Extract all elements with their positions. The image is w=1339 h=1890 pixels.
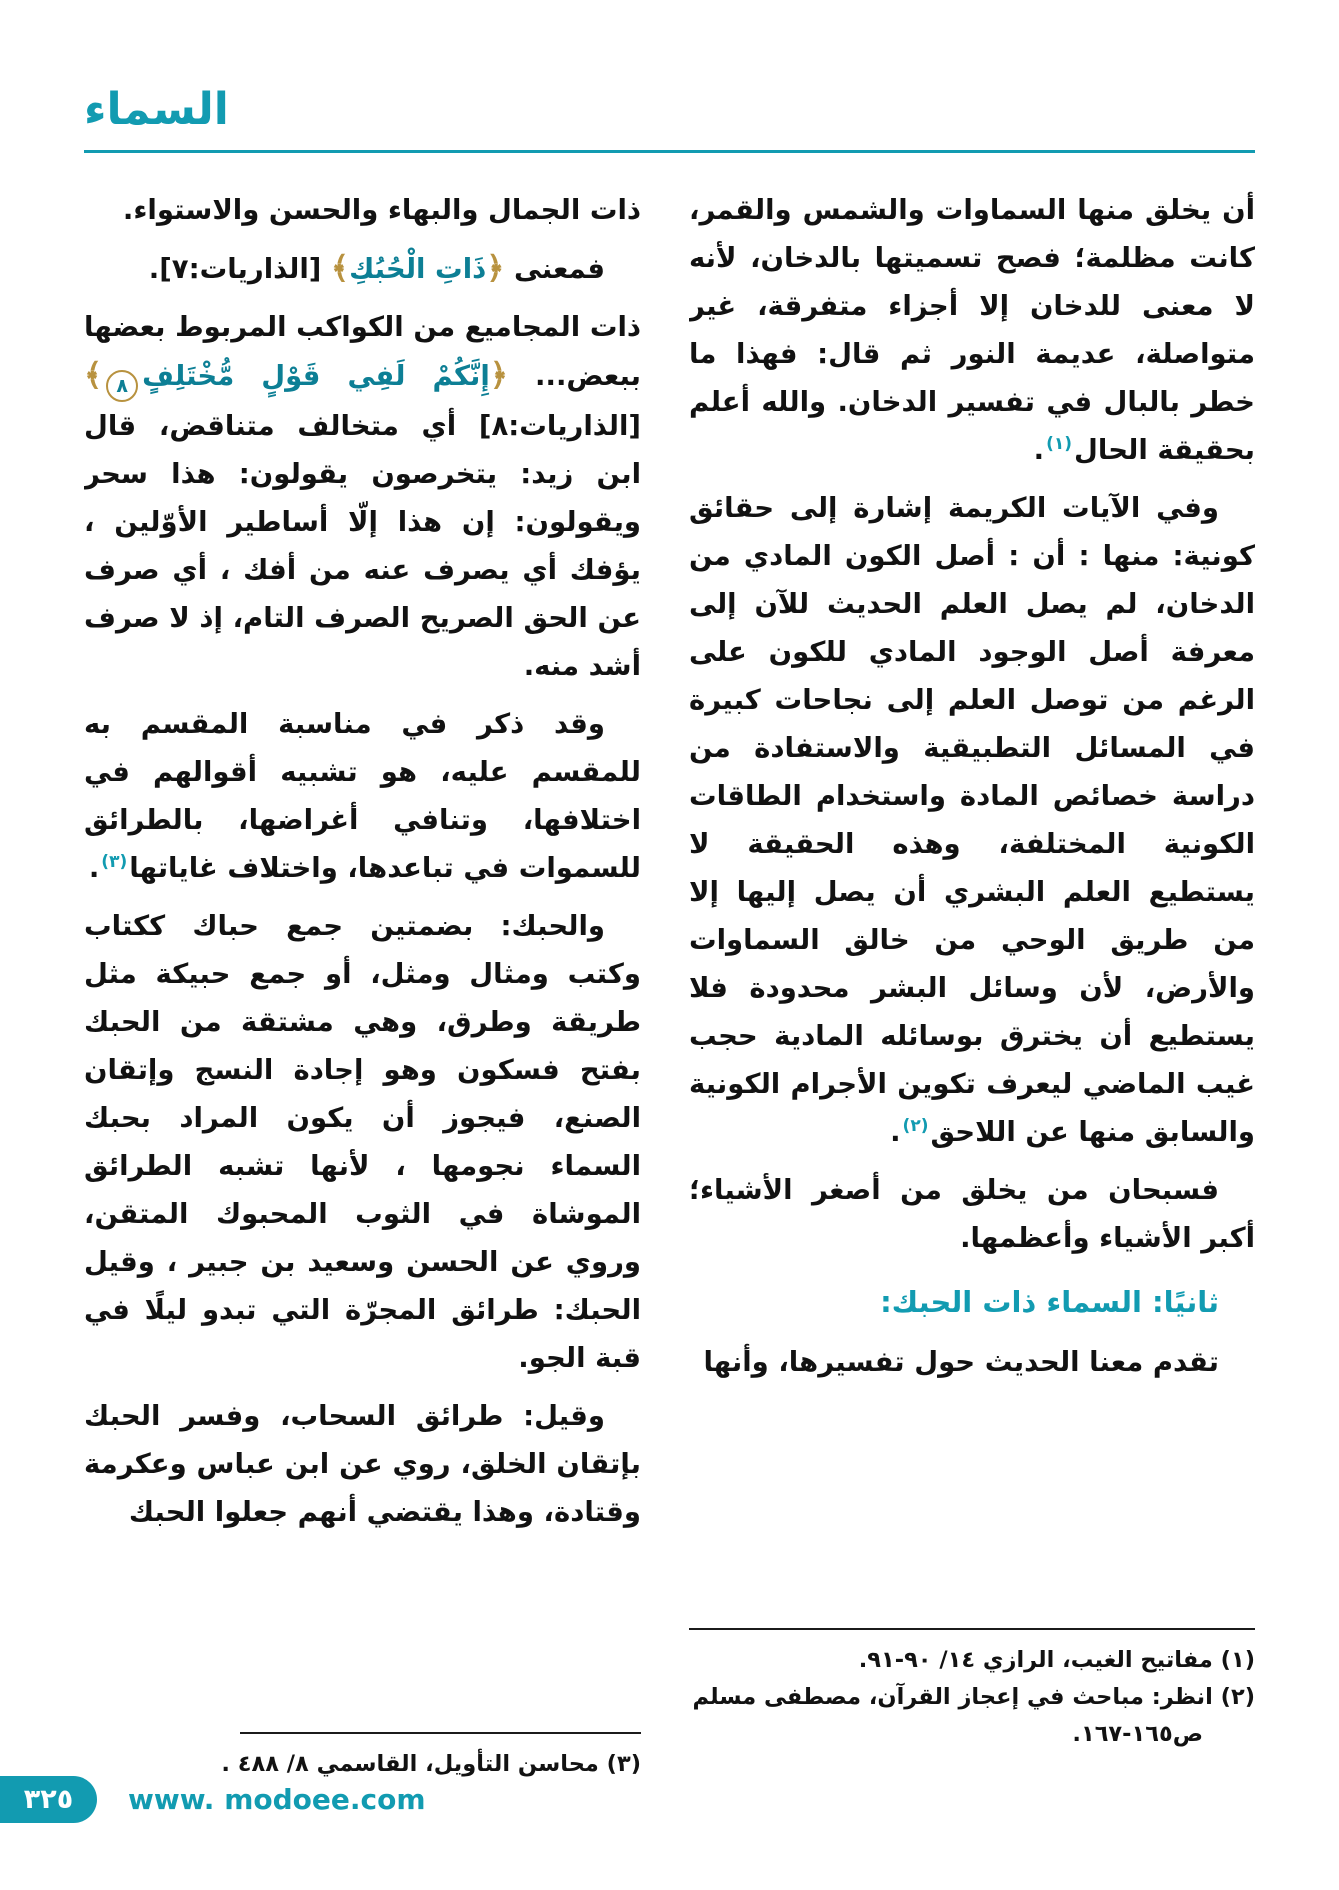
left-column [84,186,641,1730]
footnote-marker-2: (٢) [902,1115,929,1136]
quran-verse: ذَاتِ الْحُبُكِ [349,253,487,285]
paragraph-text: . [88,852,100,884]
paragraph [689,1166,1255,1262]
chapter-title: السماء [84,84,229,135]
ayah-number-badge: ٨ [106,370,138,402]
footnote-marker-3: (٣) [101,851,128,872]
verse-reference: [الذاريات:٧]. [148,253,331,285]
paragraph [84,186,641,234]
verse-close-ornament: ﴾ [84,357,103,393]
section-heading: ثانيًا: السماء ذات الحبك: [880,1285,1219,1319]
footnote-item: (٣) محاسن التأويل، القاسمي ٨/ ٤٨٨ . [221,1751,641,1777]
paragraph-text: ذات الجمال والبهاء والحسن والاستواء. [122,194,641,226]
paragraph [689,484,1255,1156]
website-text: www. modoee.com [128,1783,426,1816]
paragraph-text: ذات المجاميع من الكواكب المربوط بعضها ببعض... [84,311,641,392]
paragraph [84,700,641,892]
paragraph [84,244,641,293]
paragraph-text: وقيل: طرائق السحاب، وفسر الحبك بإتقان الخلق، روي عن ابن عباس وعكرمة وقتادة، وهذا يقتضي أنهم جعلوا الحبك [84,1400,641,1528]
paragraph [689,186,1255,474]
quran-verse: إِنَّكُمْ لَفِي قَوْلٍ مُّخْتَلِفٍ [142,360,490,392]
paragraph-text: أن يخلق منها السماوات والشمس والقمر، كانت مظلمة؛ فصح تسميتها بالدخان، لأنه لا معنى للدخان إلا أجزاء متفرقة، غير متواصلة، عديمة النور ثم قال: فهذا ما خطر بالبال في تفسير الدخان. والله أعلم بحقيقة الحال [689,194,1255,466]
footnote-marker-1: (١) [1046,433,1073,454]
paragraph-text: فمعنى [504,253,605,285]
footnote-item: (١) مفاتيح الغيب، الرازي ١٤/ ٩٠-٩١. [858,1647,1255,1673]
verse-reference: [الذاريات:٨] [478,410,641,442]
footnotes-right [689,1628,1255,1753]
verse-close-ornament: ﴾ [330,250,350,286]
paragraph-text: والحبك: بضمتين جمع حباك ككتاب وكتب ومثال ومثل، أو جمع حبيكة مثل طريقة وطرق، وهي مشتقة من الحبك بفتح فسكون وهو إجادة النسج وإتقان الصنع، فيجوز أن يكون المراد بحبك السماء نجومها ، لأنها تشبه الطرائق الموشاة في الثوب المحبوك المتقن، وروي عن الحسن وسعيد بن جبير ، وقيل الحبك: طرائق المجرّة التي تبدو ليلًا في قبة الجو. [84,910,641,1374]
footnote-separator [240,1732,641,1734]
paragraph-text: . [890,1116,901,1148]
verse-open-ornament: ﴿ [489,357,508,393]
paragraph [84,902,641,1382]
paragraph-text: فسبحان من يخلق من أصغر الأشياء؛ أكبر الأشياء وأعظمها. [689,1174,1255,1254]
right-column [689,186,1255,1622]
paragraph [84,303,641,690]
footnotes-left [84,1732,641,1783]
paragraph-text: وفي الآيات الكريمة إشارة إلى حقائق كونية: منها : أن : أصل الكون المادي من الدخان، لم يصل العلم الحديث للآن إلى معرفة أصل الوجود المادي للكون على الرغم من توصل العلم إلى نجاحات كبيرة في المسائل التطبيقية والاستفادة من دراسة خصائص المادة واستخدام الطاقات الكونية المختلفة، وهذه الحقيقة لا يستطيع العلم البشري أن يصل إليها إلا من طريق الوحي من خالق السماوات والأرض، لأن وسائل البشر محدودة فلا يستطيع أن يخترق بوسائله المادية حجب غيب الماضي ليعرف تكوين الأجرام الكونية والسابق منها عن اللاحق [689,492,1255,1148]
paragraph-text: وقد ذكر في مناسبة المقسم به للمقسم عليه، هو تشبيه أقوالهم في اختلافها، وتنافي أغراضها، بالطرائق للسموات في تباعدها، واختلاف غاياتها [84,708,641,884]
footnote-separator [689,1628,1255,1630]
paragraph [84,1392,641,1536]
paragraph-text: . [1033,434,1045,466]
verse-open-ornament: ﴿ [486,250,505,286]
paragraph [689,1338,1255,1386]
page-number-badge: ٣٢٥ [0,1776,97,1823]
paragraph-text: تقدم معنا الحديث حول تفسيرها، وأنها [703,1346,1219,1378]
footnote-item: (٢) انظر: مباحث في إعجاز القرآن، مصطفى مسلم ص١٦٥-١٦٧. [692,1684,1255,1747]
paragraph-text: أي متخالف متناقض، قال ابن زيد: يتخرصون يقولون: هذا سحر ويقولون: إن هذا إلّا أساطير الأوّلين ، يؤفك أي يصرف عنه من أفك ، أي صرف عن الحق الصريح الصرف التام، إذ لا صرف أشد منه. [84,410,641,682]
header-rule [84,150,1255,153]
